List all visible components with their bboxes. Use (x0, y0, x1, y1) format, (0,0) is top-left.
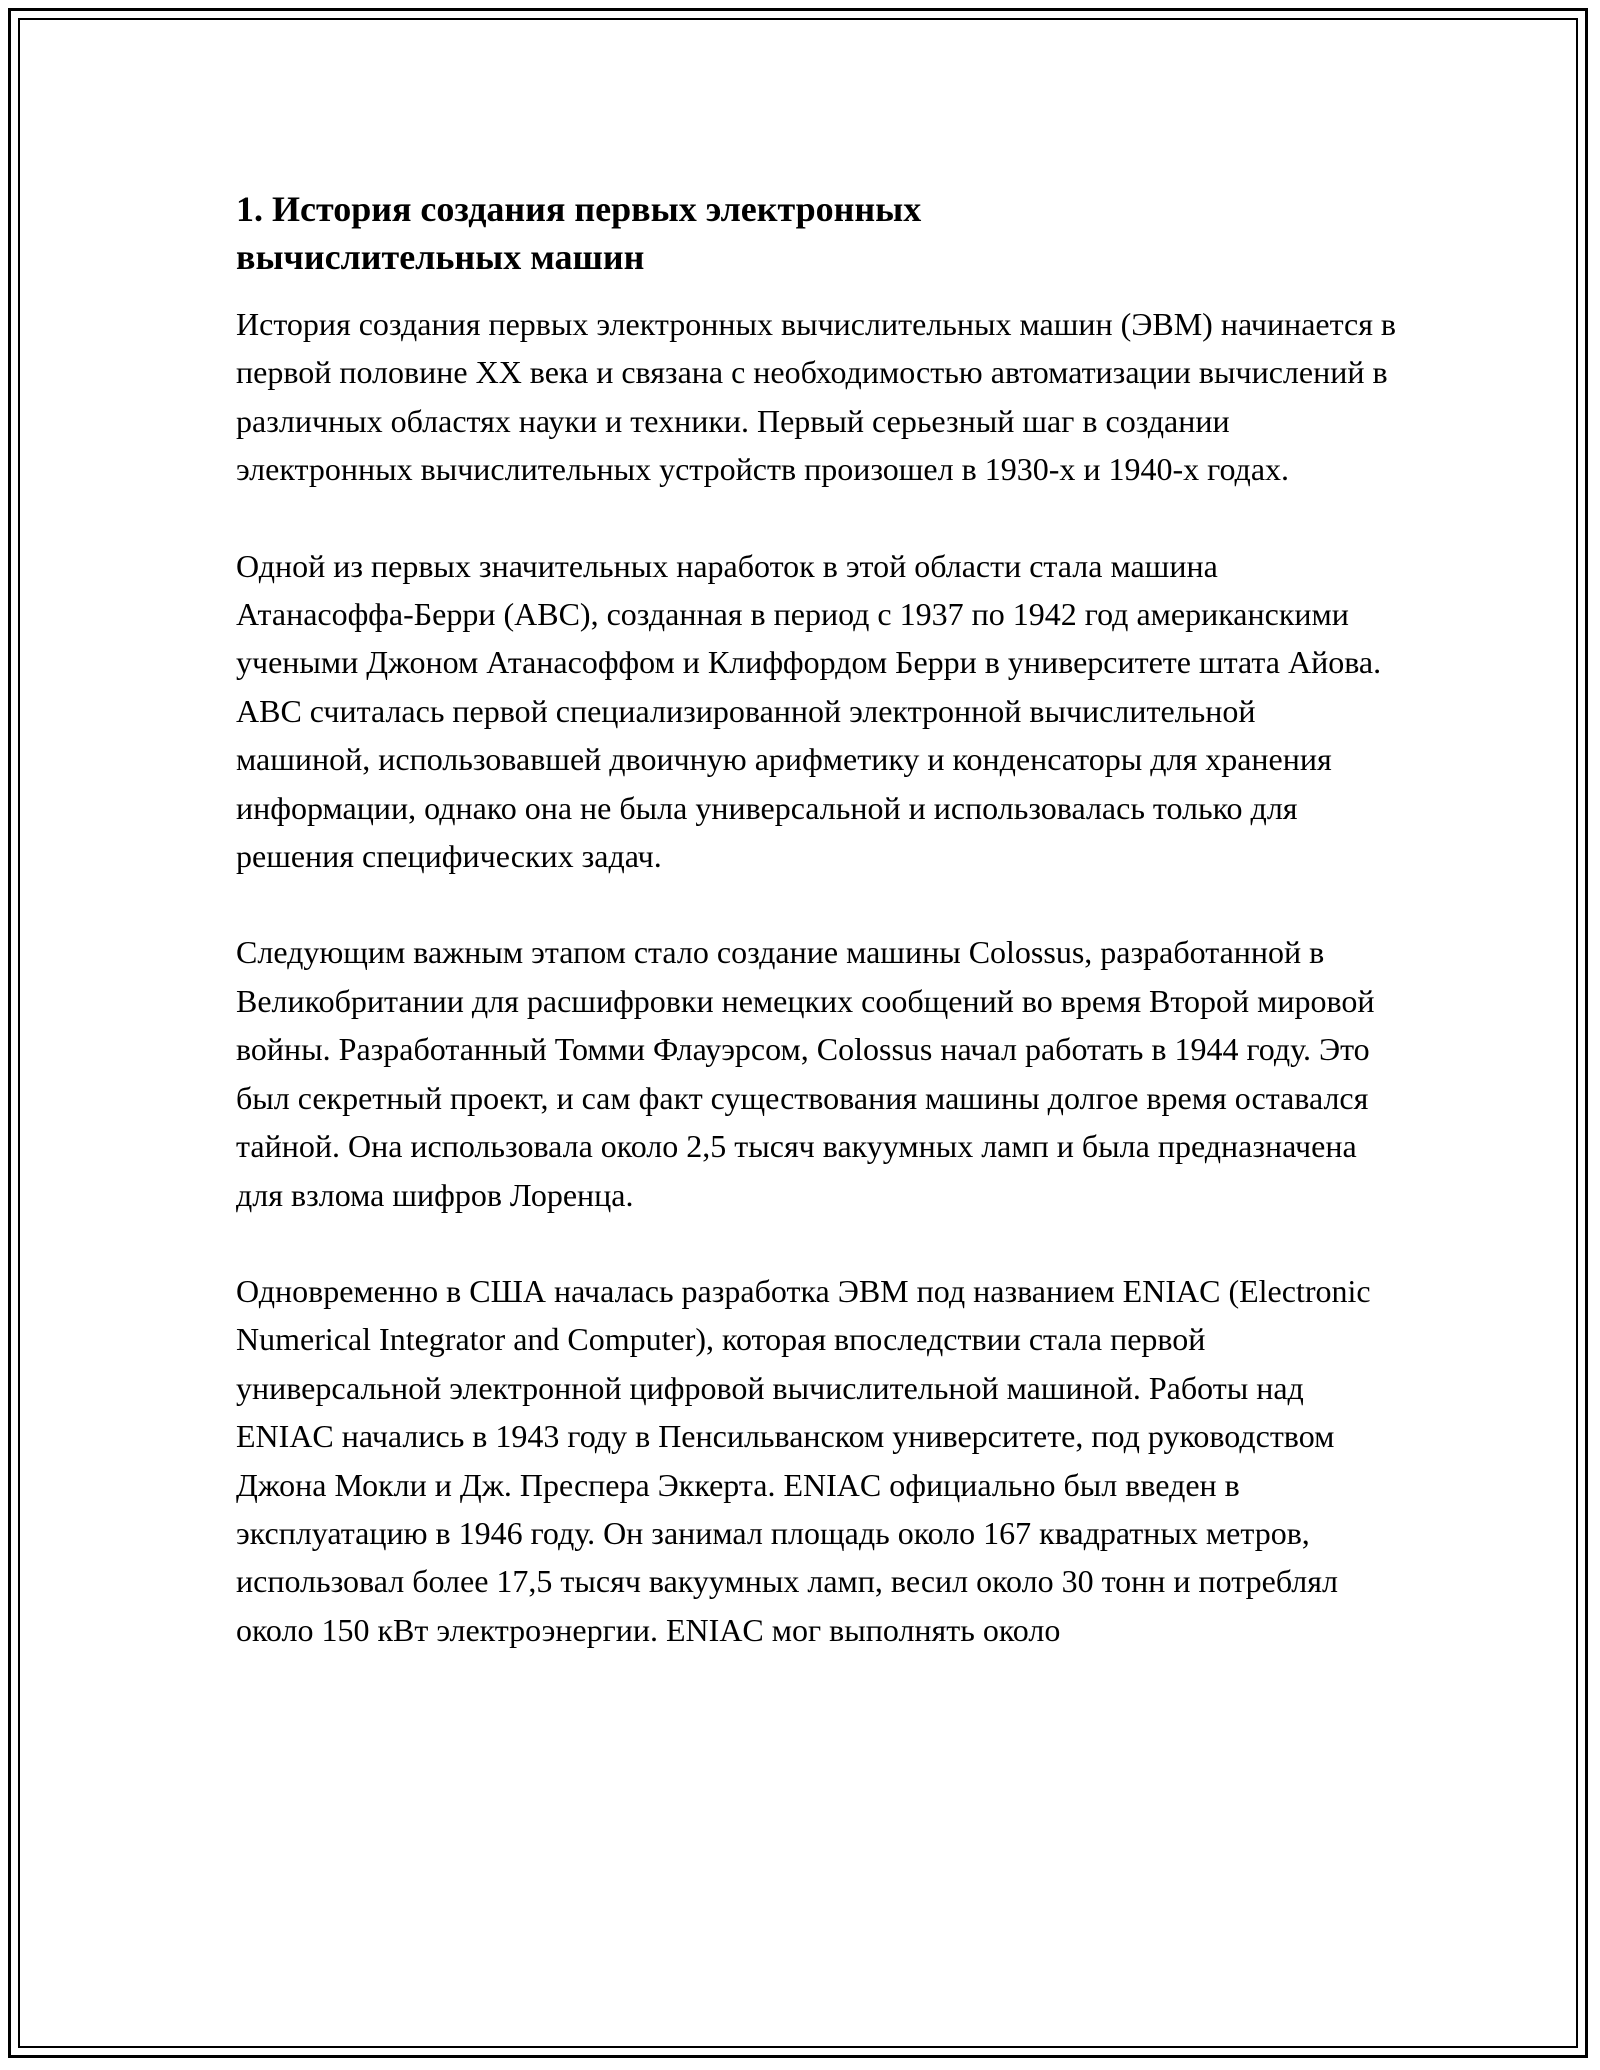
document-body (236, 185, 1396, 1702)
paragraph-eniac: Одновременно в США началась разработка ЭВМ под названием ENIAC (Electronic Numerical Integrator and Computer), которая впоследствии стала первой универсальной электронной цифровой вычислительной машиной. Работы над ENIAC начались в 1943 году в Пенсильванском университете, под руководством Джона Мокли и Дж. Преспера Эккерта. ENIAC официально был введен в эксплуатацию в 1946 году. Он занимал площадь около 167 квадратных метров, использовал более 17,5 тысяч вакуумных ламп, весил около 30 тонн и потреблял около 150 кВт электроэнергии. ENIAC мог выполнять около (236, 1272, 1371, 1648)
paragraph-intro: История создания первых электронных вычислительных машин (ЭВМ) начинается в первой половине XX века и связана с необходимостью автоматизации вычислений в различных областях науки и техники. Первый серьезный шаг в создании электронных вычислительных устройств произошел в 1930-х и 1940-х годах. (236, 306, 1397, 488)
paragraph-abc: Одной из первых значительных наработок в этой области стала машина Атанасоффа-Берри (ABC), созданная в период с 1937 по 1942 год американскими учеными Джоном Атанасоффом и Клиффордом Берри в университете штата Айова. ABC считалась первой специализированной электронной вычислительной машиной, использовавшей двоичную арифметику и конденсаторы для хранения информации, однако она не была универсальной и использовалась только для решения специфических задач. (236, 547, 1382, 875)
section-heading: 1. История создания первых электронных вычислительных машин (236, 189, 922, 277)
paragraph-colossus: Следующим важным этапом стало создание машины Colossus, разработанной в Великобритании для расшифровки немецких сообщений во время Второй мировой войны. Разработанный Томми Флауэрсом, Colossus начал работать в 1944 году. Это был секретный проект, и сам факт существования машины долгое время оставался тайной. Она использовала около 2,5 тысяч вакуумных ламп и была предназначена для взлома шифров Лоренца. (236, 934, 1375, 1213)
